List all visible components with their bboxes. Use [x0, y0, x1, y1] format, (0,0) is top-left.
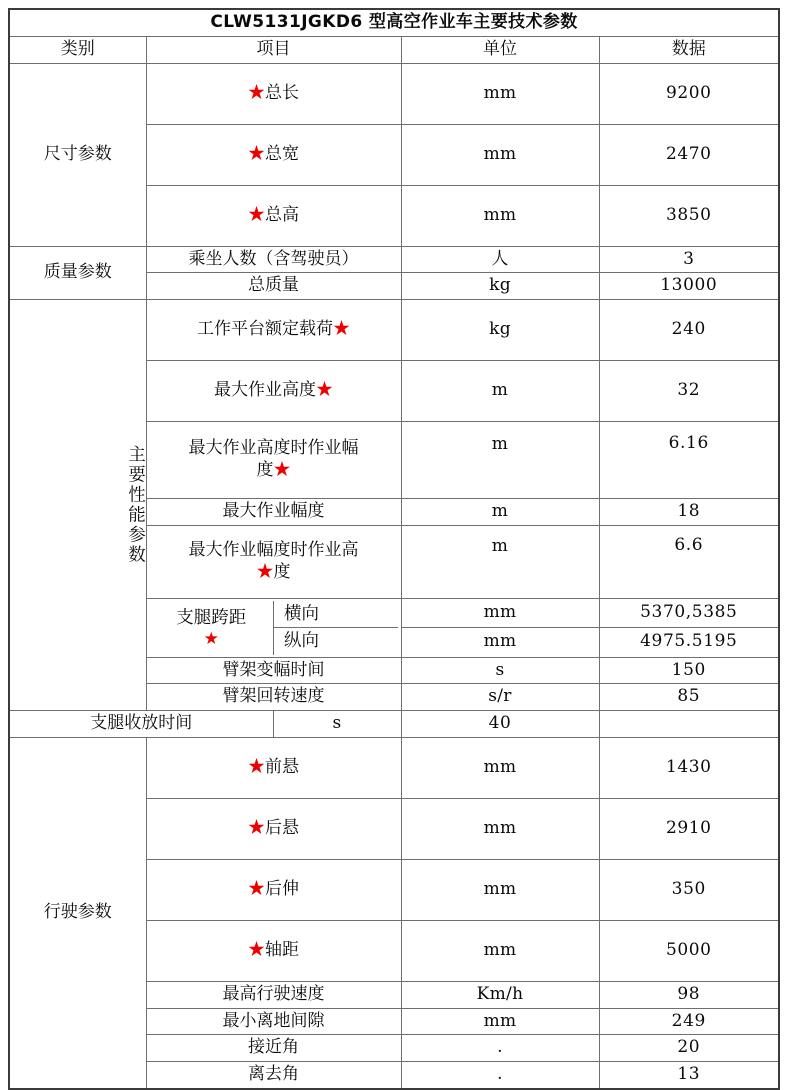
- table-row: [9, 246, 779, 273]
- row-value-overall-height: 3850: [599, 185, 779, 246]
- row-item-wheelbase: ★轴距: [146, 920, 401, 981]
- row-item-amplitude-line1: 最大作业高度时作业幅: [188, 438, 359, 459]
- category-performance-label: 主要性能参数: [125, 445, 146, 566]
- table-row: [9, 711, 779, 738]
- leg-span-transverse-label: 横向: [274, 601, 398, 628]
- row-value-platform-load: 240: [599, 300, 779, 361]
- row-unit-departure-angle: .: [401, 1062, 599, 1089]
- row-value-boom-luffing-time: 150: [599, 657, 779, 684]
- row-unit-boom-slewing-speed: s/r: [401, 684, 599, 711]
- star-icon: ★: [248, 82, 265, 103]
- row-unit-gross-mass: kg: [401, 273, 599, 300]
- row-item-departure-angle: 离去角: [146, 1062, 401, 1089]
- header-item: 项目: [146, 36, 401, 63]
- row-unit-seats: 人: [401, 246, 599, 273]
- row-item-front-overhang: ★前悬: [146, 737, 401, 798]
- row-value-seats: 3: [599, 246, 779, 273]
- star-icon: ★: [316, 380, 333, 401]
- row-value-height-at-max-amplitude: 6.6: [599, 525, 779, 598]
- row-value-wheelbase: 5000: [599, 920, 779, 981]
- category-driving: 行驶参数: [9, 737, 146, 1089]
- row-value-max-amplitude: 18: [599, 499, 779, 526]
- header-unit: 单位: [401, 36, 599, 63]
- category-dimension: 尺寸参数: [9, 63, 146, 246]
- row-value-rear-overhang: 2910: [599, 798, 779, 859]
- row-value-max-speed: 98: [599, 981, 779, 1008]
- table-row: [9, 300, 779, 361]
- row-item-boom-luffing-time: 臂架变幅时间: [146, 657, 401, 684]
- leg-span-block: [146, 598, 401, 657]
- row-unit-overall-height: mm: [401, 185, 599, 246]
- leg-span-longitudinal-label: 纵向: [274, 628, 398, 655]
- star-icon: ★: [273, 460, 291, 480]
- row-unit-overall-width: mm: [401, 124, 599, 185]
- row-value-rear-extension: 350: [599, 859, 779, 920]
- row-value-overall-length: 9200: [599, 63, 779, 124]
- star-icon: ★: [333, 319, 350, 340]
- row-value-min-ground-clearance: 249: [599, 1008, 779, 1035]
- row-value-leg-span-transverse: 5370,5385: [599, 598, 779, 627]
- row-unit-platform-load: kg: [401, 300, 599, 361]
- row-unit-leg-span-transverse: mm: [401, 598, 599, 627]
- row-item-boom-slewing-speed: 臂架回转速度: [146, 684, 401, 711]
- row-item-height-line1: 最大作业幅度时作业高: [188, 540, 359, 560]
- row-item-rear-overhang: ★后悬: [146, 798, 401, 859]
- row-unit-max-work-height: m: [401, 361, 599, 422]
- star-icon: ★: [248, 817, 265, 838]
- leg-span-table: [150, 601, 398, 655]
- row-value-front-overhang: 1430: [599, 737, 779, 798]
- row-unit-height-at-max-amplitude: m: [401, 525, 599, 598]
- specification-table: [8, 8, 780, 1090]
- row-unit-rear-overhang: mm: [401, 798, 599, 859]
- vertical-label-wrap: [126, 300, 144, 710]
- row-value-leg-span-longitudinal: 4975.5195: [599, 628, 779, 657]
- table-row: [9, 63, 779, 124]
- row-unit-amplitude-at-max-height: m: [401, 422, 599, 499]
- row-item-overall-height: ★总高: [146, 185, 401, 246]
- star-icon: ★: [203, 629, 219, 650]
- star-icon: ★: [248, 756, 265, 777]
- row-item-amplitude-at-max-height: [146, 422, 401, 499]
- leg-span-label: 支腿跨距: [176, 607, 247, 628]
- table-row: [9, 737, 779, 798]
- row-value-boom-slewing-speed: 85: [599, 684, 779, 711]
- row-unit-boom-luffing-time: s: [401, 657, 599, 684]
- star-icon: ★: [248, 939, 265, 960]
- row-item-height-at-max-amplitude: [146, 525, 401, 598]
- star-icon: ★: [248, 878, 265, 899]
- header-category: 类别: [9, 36, 146, 63]
- row-item-seats: 乘坐人数（含驾驶员）: [146, 246, 401, 273]
- row-unit-approach-angle: .: [401, 1035, 599, 1062]
- row-value-amplitude-at-max-height: 6.16: [599, 422, 779, 499]
- row-item-max-work-height: [146, 361, 401, 422]
- star-icon: ★: [256, 561, 274, 582]
- row-value-max-work-height: 32: [599, 361, 779, 422]
- row-value-leg-deploy-time: 40: [401, 711, 599, 738]
- row-item-platform-load-text: 工作平台额定载荷: [197, 319, 333, 340]
- row-value-departure-angle: 13: [599, 1062, 779, 1089]
- title-row: [9, 9, 779, 36]
- leg-span-label-cell: [150, 601, 274, 655]
- row-item-rear-extension: ★后伸: [146, 859, 401, 920]
- row-unit-wheelbase: mm: [401, 920, 599, 981]
- row-item-height-line2: 度: [273, 561, 291, 582]
- row-item-leg-deploy-time: 支腿收放时间: [9, 711, 273, 738]
- row-unit-max-speed: Km/h: [401, 981, 599, 1008]
- row-unit-max-amplitude: m: [401, 499, 599, 526]
- row-item-overall-length: ★总长: [146, 63, 401, 124]
- star-icon: ★: [248, 143, 265, 164]
- row-item-min-ground-clearance: 最小离地间隙: [146, 1008, 401, 1035]
- row-item-overall-width: ★总宽: [146, 124, 401, 185]
- row-item-amplitude-line2: 度: [256, 460, 274, 480]
- row-item-approach-angle: 接近角: [146, 1035, 401, 1062]
- row-item-max-work-height-text: 最大作业高度: [214, 380, 316, 401]
- row-item-platform-load: [146, 300, 401, 361]
- leg-span-row-transverse: [150, 601, 398, 628]
- star-icon: ★: [248, 204, 265, 225]
- row-item-max-speed: 最高行驶速度: [146, 981, 401, 1008]
- row-item-max-amplitude: 最大作业幅度: [146, 499, 401, 526]
- page-title: CLW5131JGKD6 型高空作业车主要技术参数: [9, 9, 779, 36]
- row-value-approach-angle: 20: [599, 1035, 779, 1062]
- category-performance: [9, 300, 146, 711]
- row-unit-front-overhang: mm: [401, 737, 599, 798]
- row-unit-leg-span-longitudinal: mm: [401, 628, 599, 657]
- row-item-gross-mass: 总质量: [146, 273, 401, 300]
- row-unit-overall-length: mm: [401, 63, 599, 124]
- row-unit-leg-deploy-time: s: [273, 711, 401, 738]
- header-data: 数据: [599, 36, 779, 63]
- category-mass: 质量参数: [9, 246, 146, 300]
- row-unit-min-ground-clearance: mm: [401, 1008, 599, 1035]
- row-unit-rear-extension: mm: [401, 859, 599, 920]
- row-value-gross-mass: 13000: [599, 273, 779, 300]
- header-row: [9, 36, 779, 63]
- row-value-overall-width: 2470: [599, 124, 779, 185]
